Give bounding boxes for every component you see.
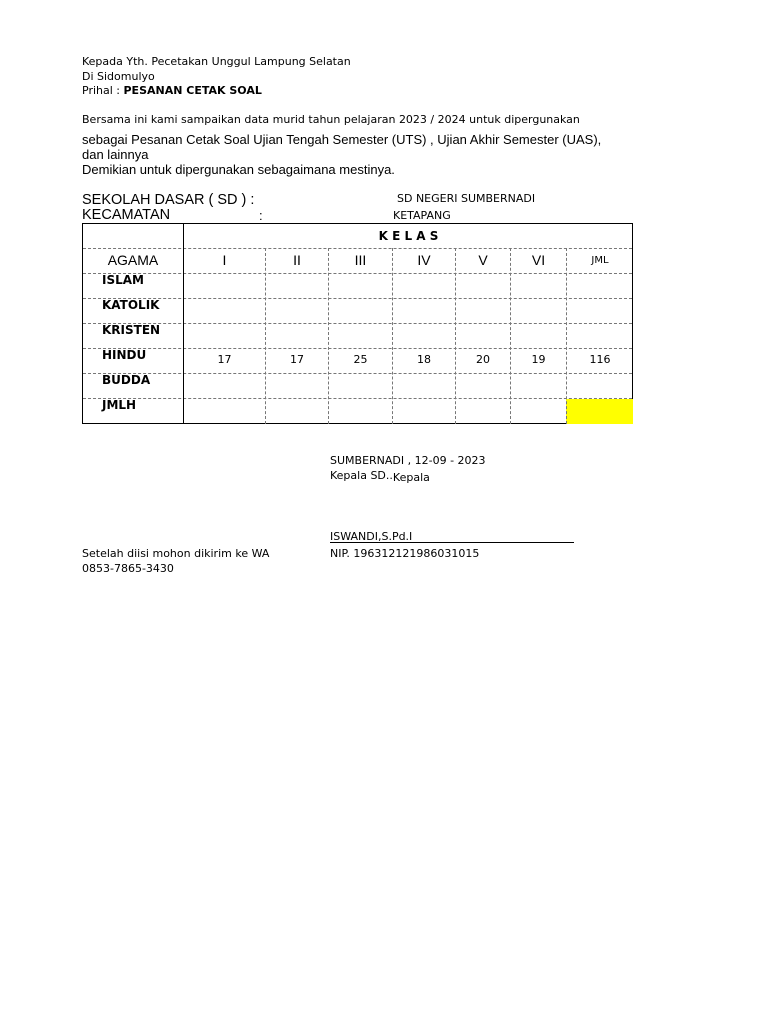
row-label-budda: BUDDA [102,373,151,387]
paragraph-line-2: sebagai Pesanan Cetak Soal Ujian Tengah Semester (UTS) , Ujian Akhir Semester (UAS), [82,132,602,147]
column-header-II: II [293,252,301,268]
signer-name: ISWANDI,S.Pd.I [330,531,574,543]
signer-role-prefix: Kepala SD.. [330,469,393,482]
column-header-V: V [478,252,488,268]
row-divider [83,273,632,274]
kelas-title: K E L A S [378,229,439,243]
column-divider [510,248,511,424]
row-divider [83,298,632,299]
place-date: SUMBERNADI , 12-09 - 2023 [330,454,486,467]
column-divider [392,248,393,424]
district-label: KECAMATAN [82,207,171,223]
row-label-katolik: KATOLIK [102,298,160,312]
school-value: SD NEGERI SUMBERNADI [397,192,536,205]
hindu-total: 116 [589,353,611,366]
row-divider [83,248,632,249]
paragraph-line-1: Bersama ini kami sampaikan data murid tahun pelajaran 2023 / 2024 untuk dipergunakan [82,113,580,126]
school-label: SEKOLAH DASAR ( SD ) : [82,192,255,208]
note-line-2: 0853-7865-3430 [82,562,174,575]
column-divider [566,248,567,424]
highlight-cell [566,399,633,424]
signer-nip: NIP. 196312121986031015 [330,547,480,560]
agama-header: AGAMA [107,252,159,268]
column-header-IV: IV [417,252,431,268]
column-header-I: I [222,252,227,268]
row-label-jmlh: JMLH [102,398,137,412]
column-divider [328,248,329,424]
hindu-value-III: 25 [353,353,368,366]
subject-text: PESANAN CETAK SOAL [123,84,262,97]
place-line: Di Sidomulyo [82,70,155,83]
column-divider [455,248,456,424]
hindu-value-VI: 19 [531,353,546,366]
row-divider [83,373,632,374]
hindu-value-V: 20 [476,353,490,366]
column-divider [265,248,266,424]
paragraph-line-3: dan lainnya [82,147,149,162]
hindu-value-IV: 18 [417,353,431,366]
hindu-value-II: 17 [290,353,304,366]
paragraph-line-4: Demikian untuk dipergunakan sebagaimana mestinya. [82,162,395,177]
row-divider [83,323,632,324]
note-line-1: Setelah diisi mohon dikirim ke WA [82,547,270,560]
row-divider [83,398,632,399]
district-colon: : [259,208,263,223]
student-data-table [82,223,633,424]
row-label-kristen: KRISTEN [102,323,161,337]
subject-prefix: Prihal : [82,84,124,97]
recipient-line: Kepada Yth. Pecetakan Unggul Lampung Selatan [82,55,351,68]
jml-header: JML [591,255,609,266]
row-divider [83,348,632,349]
subject-line [82,84,262,98]
hindu-value-I: 17 [217,353,232,366]
signer-role-suffix: Kepala [392,471,430,484]
column-header-VI: VI [531,252,546,268]
row-label-hindu: HINDU [102,348,147,362]
row-label-islam: ISLAM [102,273,144,287]
signer-role [330,469,430,483]
district-value: KETAPANG [393,209,451,222]
column-header-III: III [354,252,367,268]
